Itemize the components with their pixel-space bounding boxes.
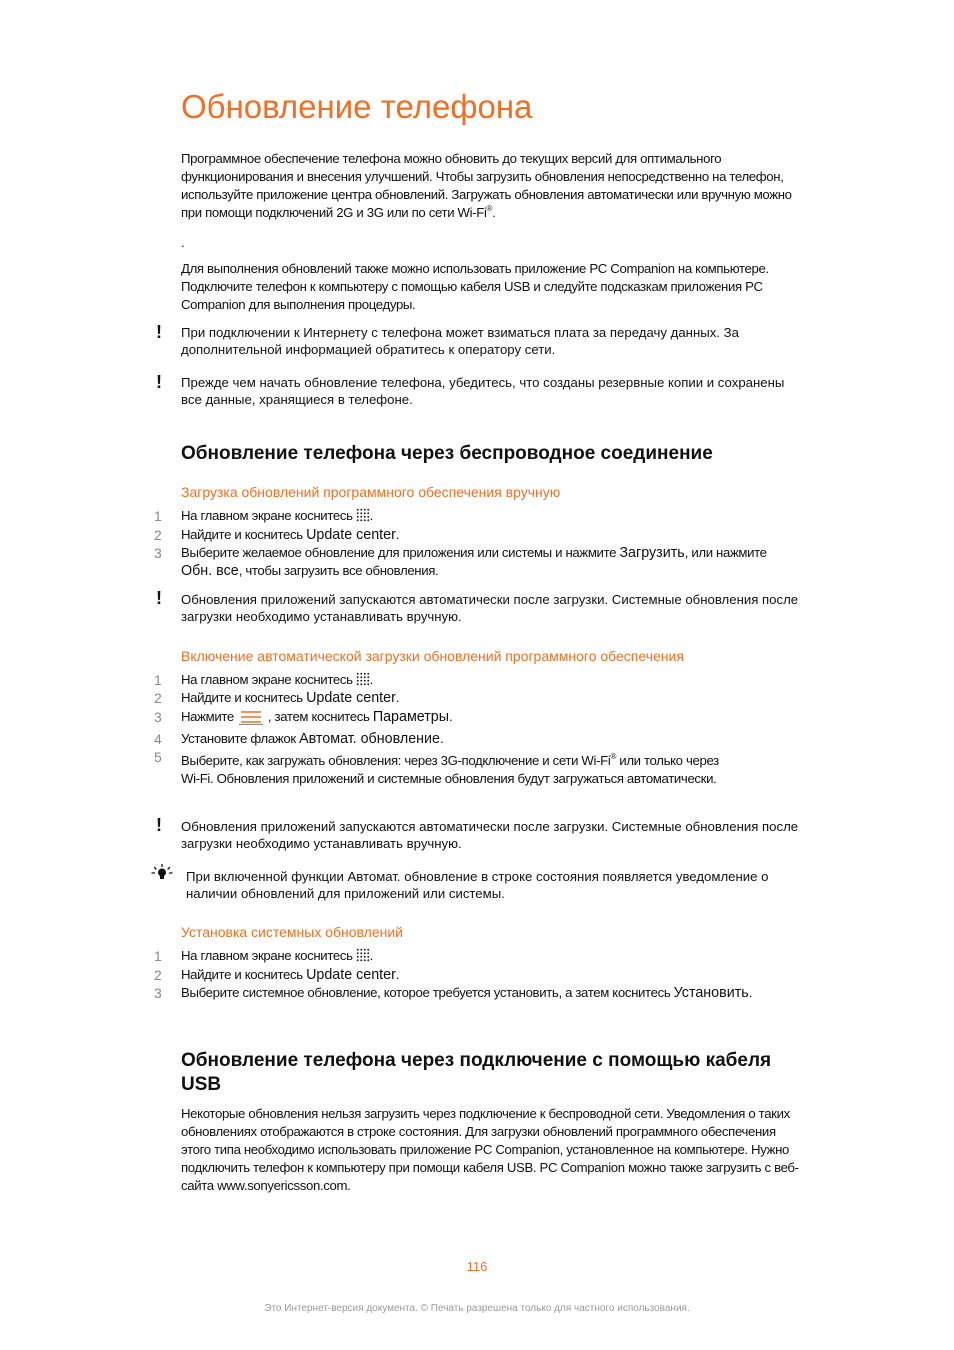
manual-step-3: Выберите желаемое обновление для приложения или системы и нажмите Загрузить, или нажмите Обн. все, чтобы загрузить все обновления. bbox=[181, 545, 767, 579]
note-auto-updates: Обновления приложений запускаются автоматически после загрузки. Системные обновления после загрузки необходимо устанавливать вручную. bbox=[181, 592, 799, 624]
footer-notice: Это Интернет-версия документа. © Печать разрешена только для частного использования. bbox=[264, 1303, 690, 1314]
ui-label: Обн. все bbox=[181, 563, 239, 579]
system-step-3: Выберите системное обновление, которое требуется установить, а затем коснитесь Установить. bbox=[181, 985, 753, 1001]
note-backup: Прежде чем начать обновление телефона, убедитесь, что созданы резервные копии и сохранены все данные, хранящиеся в телефоне. bbox=[181, 375, 785, 407]
lightbulb-icon bbox=[151, 864, 173, 882]
page-number: 116 bbox=[466, 1259, 488, 1274]
ui-label: Загрузить bbox=[619, 545, 685, 561]
manual-step-1: На главном экране коснитесь . bbox=[181, 508, 373, 523]
auto-step-2: Найдите и коснитесь Update center. bbox=[181, 690, 400, 706]
step-number: 5 bbox=[154, 749, 162, 765]
intro-paragraph bbox=[181, 150, 801, 222]
ui-label: Update center bbox=[306, 690, 396, 706]
exclamation-icon: ! bbox=[156, 815, 162, 835]
section-heading-usb: Обновление телефона через подключение с помощью кабеля USB bbox=[181, 1050, 772, 1095]
step-number: 1 bbox=[154, 508, 162, 524]
auto-step-1: На главном экране коснитесь . bbox=[181, 672, 373, 687]
exclamation-icon: ! bbox=[156, 372, 162, 392]
intro-period: . bbox=[492, 205, 496, 220]
step-number: 3 bbox=[154, 545, 162, 561]
subheading-auto: Включение автоматической загрузки обновлений программного обеспечения bbox=[181, 648, 684, 664]
step-number: 2 bbox=[154, 690, 162, 706]
registered-mark: ® bbox=[610, 752, 616, 761]
step-number: 1 bbox=[154, 672, 162, 688]
note-data-charges: При подключении к Интернету с телефона может взиматься плата за передачу данных. За дополнительной информацией обратитесь к оператору сети. bbox=[181, 325, 739, 357]
auto-step-3: Нажмите , затем коснитесь Параметры. bbox=[181, 709, 453, 725]
ui-label: Параметры bbox=[372, 709, 450, 725]
stray-dot: . bbox=[181, 235, 185, 250]
exclamation-icon: ! bbox=[156, 588, 162, 608]
step-number: 2 bbox=[154, 967, 162, 983]
intro-text: Программное обеспечение телефона можно обновить до текущих версий для оптимального функционирования и внесения улучшений. Чтобы загрузить обновления непосредственно на телефон, используйте приложение центра обновлений. Загружать обновления автоматически или вручную можно при помощи подключений 2G и 3G или по сети Wi-Fi bbox=[181, 151, 792, 220]
apps-grid-icon bbox=[356, 508, 370, 522]
system-step-1: На главном экране коснитесь . bbox=[181, 948, 373, 963]
step-number: 3 bbox=[154, 985, 162, 1001]
auto-step-4: Установите флажок Автомат. обновление. bbox=[181, 731, 444, 747]
manual-step-2: Найдите и коснитесь Update center. bbox=[181, 527, 400, 543]
usb-paragraph: Некоторые обновления нельзя загрузить через подключение к беспроводной сети. Уведомления о таких обновлениях отображаются в строке состояния. Для загрузки обновлений программного обеспечения этого типа необходимо использовать приложение PC Companion, установленное на компьютере. Нужно подключить телефон к компьютеру при помощи кабеля USB. PC Companion можно также загрузить с веб-сайта www.sonyericsson.com. bbox=[181, 1106, 799, 1193]
auto-step-5: Выберите, как загружать обновления: через 3G-подключение и сети Wi-Fi® или только через Wi-Fi. Обновления приложений и системные обновления будут загружаться автоматически. bbox=[181, 752, 719, 786]
ui-label: Автомат. обновление bbox=[299, 731, 440, 747]
step-number: 4 bbox=[154, 731, 162, 747]
pc-companion-paragraph: Для выполнения обновлений также можно использовать приложение PC Companion на компьютере. Подключите телефон к компьютеру с помощью кабеля USB и следуйте подсказкам приложения PC Companion для выполнения процедуры. bbox=[181, 261, 769, 312]
ui-label: Update center bbox=[306, 527, 396, 543]
menu-icon bbox=[238, 709, 264, 725]
step-number: 2 bbox=[154, 527, 162, 543]
note-auto-updates-2: Обновления приложений запускаются автоматически после загрузки. Системные обновления после загрузки необходимо устанавливать вручную. bbox=[181, 819, 799, 851]
registered-mark: ® bbox=[486, 204, 493, 213]
exclamation-icon: ! bbox=[156, 322, 162, 342]
ui-label: Установить bbox=[673, 985, 749, 1001]
apps-grid-icon bbox=[356, 948, 370, 962]
page-title: Обновление телефона bbox=[181, 88, 533, 125]
subheading-manual: Загрузка обновлений программного обеспечения вручную bbox=[181, 484, 561, 500]
ui-label: Update center bbox=[306, 967, 396, 983]
step-number: 3 bbox=[154, 709, 162, 725]
tip-auto-update: При включенной функции Автомат. обновление в строке состояния появляется уведомление о наличии обновлений для приложений или системы. bbox=[186, 869, 769, 901]
system-step-2: Найдите и коснитесь Update center. bbox=[181, 967, 400, 983]
subheading-system: Установка системных обновлений bbox=[181, 924, 403, 940]
section-heading-wireless: Обновление телефона через беспроводное соединение bbox=[181, 443, 713, 464]
step-number: 1 bbox=[154, 948, 162, 964]
apps-grid-icon bbox=[356, 672, 370, 686]
